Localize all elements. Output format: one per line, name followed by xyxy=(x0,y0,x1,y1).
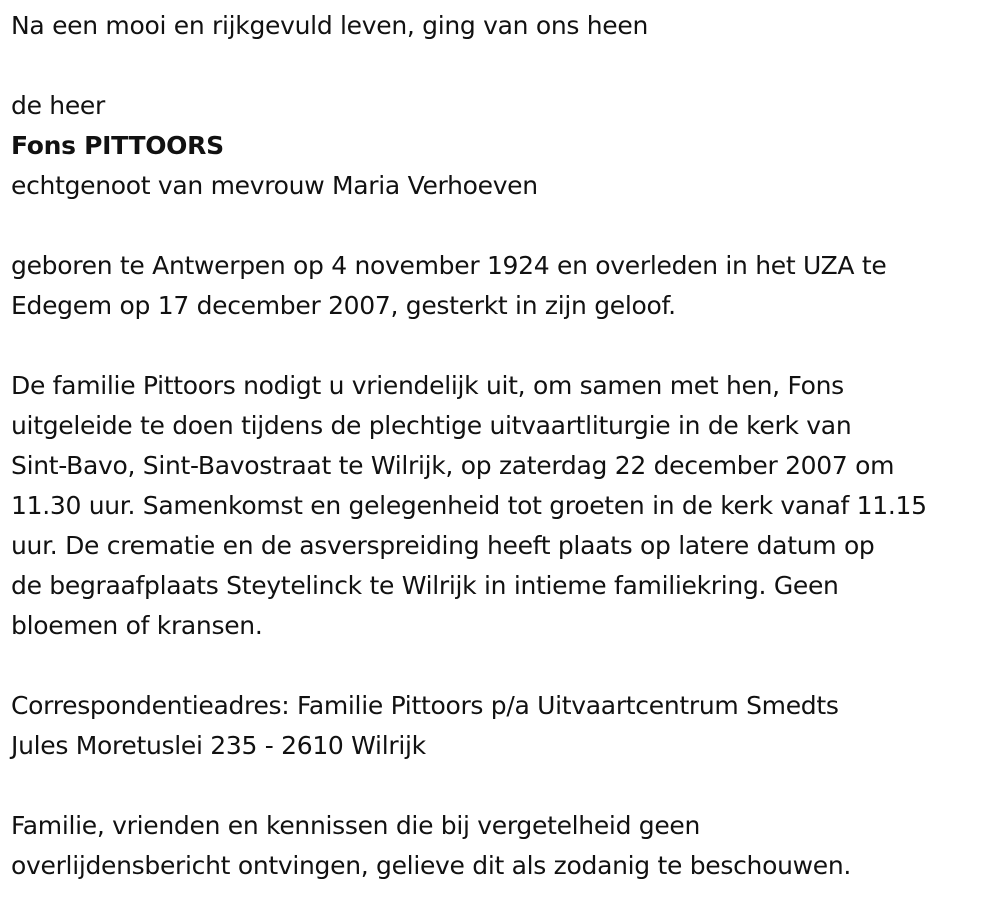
spouse-line: echtgenoot van mevrouw Maria Verhoeven xyxy=(11,171,538,200)
spacer xyxy=(11,646,990,686)
deceased-name: Fons PITTOORS xyxy=(11,131,224,160)
spacer xyxy=(11,46,990,86)
honorific: de heer xyxy=(11,91,105,120)
paragraph-line: de begraafplaats Steytelinck te Wilrijk in intieme familiekring. Geen xyxy=(11,571,839,600)
paragraph-line: Sint-Bavo, Sint-Bavostraat te Wilrijk, op zaterdag 22 december 2007 om xyxy=(11,451,895,480)
paragraph-line: Correspondentieadres: Familie Pittoors p/a Uitvaartcentrum Smedts xyxy=(11,691,839,720)
ceremony-paragraph xyxy=(11,366,990,646)
paragraph-line: geboren te Antwerpen op 4 november 1924 en overleden in het UZA te xyxy=(11,251,887,280)
paragraph-line: uur. De crematie en de asverspreiding heeft plaats op latere datum op xyxy=(11,531,875,560)
paragraph-line: Edegem op 17 december 2007, gesterkt in zijn geloof. xyxy=(11,291,676,320)
spacer xyxy=(11,766,990,806)
intro-text: Na een mooi en rijkgevuld leven, ging van ons heen xyxy=(11,11,649,40)
closing-paragraph xyxy=(11,806,990,886)
paragraph-line: uitgeleide te doen tijdens de plechtige uitvaartliturgie in de kerk van xyxy=(11,411,852,440)
paragraph-line: bloemen of kransen. xyxy=(11,611,263,640)
birth-death-paragraph xyxy=(11,246,990,326)
paragraph-line: Familie, vrienden en kennissen die bij vergetelheid geen xyxy=(11,811,701,840)
spacer xyxy=(11,326,990,366)
correspondence-paragraph xyxy=(11,686,990,766)
paragraph-line: overlijdensbericht ontvingen, gelieve dit als zodanig te beschouwen. xyxy=(11,851,852,880)
paragraph-line: 11.30 uur. Samenkomst en gelegenheid tot groeten in de kerk vanaf 11.15 xyxy=(11,491,927,520)
paragraph-line: De familie Pittoors nodigt u vriendelijk uit, om samen met hen, Fons xyxy=(11,371,844,400)
spacer xyxy=(11,206,990,246)
paragraph-line: Jules Moretuslei 235 - 2610 Wilrijk xyxy=(11,731,426,760)
